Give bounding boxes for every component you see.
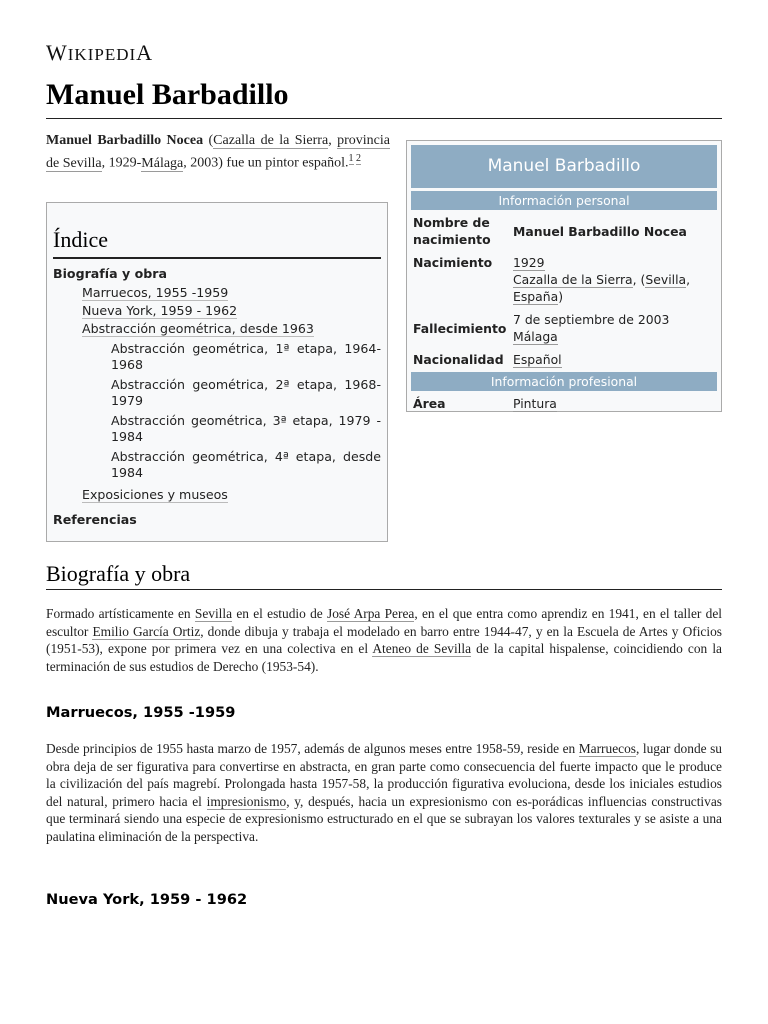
link-espanol[interactable]: Español [513,352,562,367]
infobox-label: Área [413,396,446,411]
infobox-value [513,395,715,412]
wordmark-initial: W [46,40,68,65]
infobox-section-profesional: Información profesional [411,372,717,391]
infobox-header: Manuel Barbadillo [411,145,717,188]
text: , y, después, hacia un expresionismo con es-porádicas influencias constructivas que terminará siendo una especie de expresionismo estructurado en el que se subrayan los valores texturales y se asiste a una paulatina eliminación de la perspectiva. [46,793,722,844]
text: Desde principios de 1955 hasta marzo de 1957, además de algunos meses entre 1958-59, reside en [46,741,579,756]
toc-item-label: Abstracción geométrica, 3ª etapa, 1979 - 1984 [111,413,381,444]
toc-item-label: Marruecos, 1955 -1959 [82,285,229,300]
subsection-heading-marruecos: Marruecos, 1955 -1959 [46,704,236,721]
link-pintura[interactable]: Pintura [513,396,557,411]
toc-item-label: Exposiciones y museos [82,487,228,502]
text: , en el que entra como aprendiz en 1941, en el taller del escultor [46,606,722,639]
toc-item-etapa-2[interactable] [53,377,381,409]
toc-item-label: Biografía y obra [53,266,167,281]
toc-item-etapa-1[interactable] [53,341,381,373]
link-1929[interactable]: 1929 [513,255,545,270]
toc-item-marruecos[interactable] [53,285,381,301]
text: , lugar donde su obra deja de ser figurativa para convertirse en abstracta, en gran parte como consecuencia del fuerte impacto que le produce la civilización del país magrebí. Prolongada hasta 1957-58, la producción figurativa evoluciona, desde los iniciales estudios del natural, primero hacia el [46,741,722,809]
infobox-value [513,311,715,345]
link-impresionismo[interactable]: impresionismo [206,793,287,809]
ref-2[interactable]: 2 [356,153,362,164]
toc-item-label: Abstracción geométrica, 2ª etapa, 1968-1979 [111,377,381,408]
infobox-value [513,351,715,368]
infobox-value [513,254,715,305]
infobox-sep: , ( [632,272,646,287]
intro-name: Manuel Barbadillo Nocea [46,133,204,148]
text: Formado artísticamente en [46,606,195,621]
wordmark-middle: IKIPEDI [67,45,137,64]
link-provincia-sevilla[interactable]: provincia de Sevilla [46,133,390,171]
wordmark-final: A [136,40,154,65]
toc-item-nueva-york[interactable] [53,303,381,319]
toc-item-abstraccion[interactable] [53,321,381,337]
link-emilio-garcia-ortiz[interactable]: Emilio García Ortiz [92,623,201,639]
intro-paragraph [46,132,390,173]
infobox-row-nationality [411,348,717,371]
toc-item-etapa-4[interactable] [53,449,381,481]
infobox-sep: , [686,272,691,287]
text: en el estudio de [232,606,327,621]
infobox-label: Fallecimiento [413,320,507,336]
toc-title: Índice [53,227,381,259]
intro-text-1: ( [203,133,214,148]
text: , donde dibuja y trabaja el modelado en barro entre 1944-47, y en la Escuela de Artes y Oficios (1951-53), expone por primera vez en una colectiva en el [46,623,722,656]
infobox-label: Nombre de nacimiento [413,215,491,247]
intro-text-4: , 2003) fue un pintor español. [183,155,349,171]
infobox-row-area [411,392,717,415]
toc-item-etapa-3[interactable] [53,413,381,445]
link-malaga[interactable]: Málaga [141,155,184,171]
page-title: Manuel Barbadillo [46,78,289,111]
infobox-label: Nacionalidad [413,352,504,367]
toc-item-label: Abstracción geométrica, desde 1963 [82,321,314,336]
infobox-label: Nacimiento [413,255,493,270]
toc-item-label: Referencias [53,512,137,527]
infobox-row-birth-name [411,211,717,251]
table-of-contents [46,202,388,542]
link-marruecos[interactable]: Marruecos [578,741,636,756]
infobox-value: Manuel Barbadillo Nocea [513,223,687,239]
toc-item-exposiciones[interactable] [53,487,381,503]
toc-list [53,265,381,529]
link-sevilla[interactable]: Sevilla [194,606,233,621]
toc-item-label: Nueva York, 1959 - 1962 [82,303,238,318]
subsection-heading-nueva-york: Nueva York, 1959 - 1962 [46,891,248,908]
text: de la capital hispalense, coincidiendo con la terminación de sus estudios de Derecho (1953-54). [46,641,722,674]
wikipedia-wordmark[interactable] [46,40,153,66]
link-cazalla-infobox[interactable]: Cazalla de la Sierra [513,272,633,287]
infobox [406,140,722,412]
paragraph-biografia [46,605,722,675]
link-malaga-infobox[interactable]: Málaga [513,329,558,344]
link-espana[interactable]: España [513,289,559,304]
infobox-sep: ) [558,289,564,304]
ref-1[interactable]: 1 [348,153,354,164]
toc-item-label: Abstracción geométrica, 4ª etapa, desde 1984 [111,449,381,480]
infobox-row-death [411,308,717,348]
link-cazalla[interactable]: Cazalla de la Sierra [213,133,329,148]
link-jose-arpa-perea[interactable]: José Arpa Perea [327,606,415,621]
title-divider [46,118,722,119]
infobox-row-birth [411,251,717,308]
infobox-section-personal: Información personal [411,191,717,210]
section-heading-biografia: Biografía y obra [46,561,191,586]
intro-text-2: , [328,133,338,148]
paragraph-marruecos [46,740,722,845]
toc-item-label: Abstracción geométrica, 1ª etapa, 1964-1968 [111,341,381,372]
section-divider [46,589,722,590]
intro-text-3: , 1929- [101,155,142,171]
link-ateneo-sevilla[interactable]: Ateneo de Sevilla [372,641,472,656]
link-sevilla-infobox[interactable]: Sevilla [645,272,687,287]
death-date: 7 de septiembre de 2003 [513,312,670,327]
toc-item-biografia[interactable] [53,265,381,283]
toc-item-referencias[interactable] [53,511,381,529]
